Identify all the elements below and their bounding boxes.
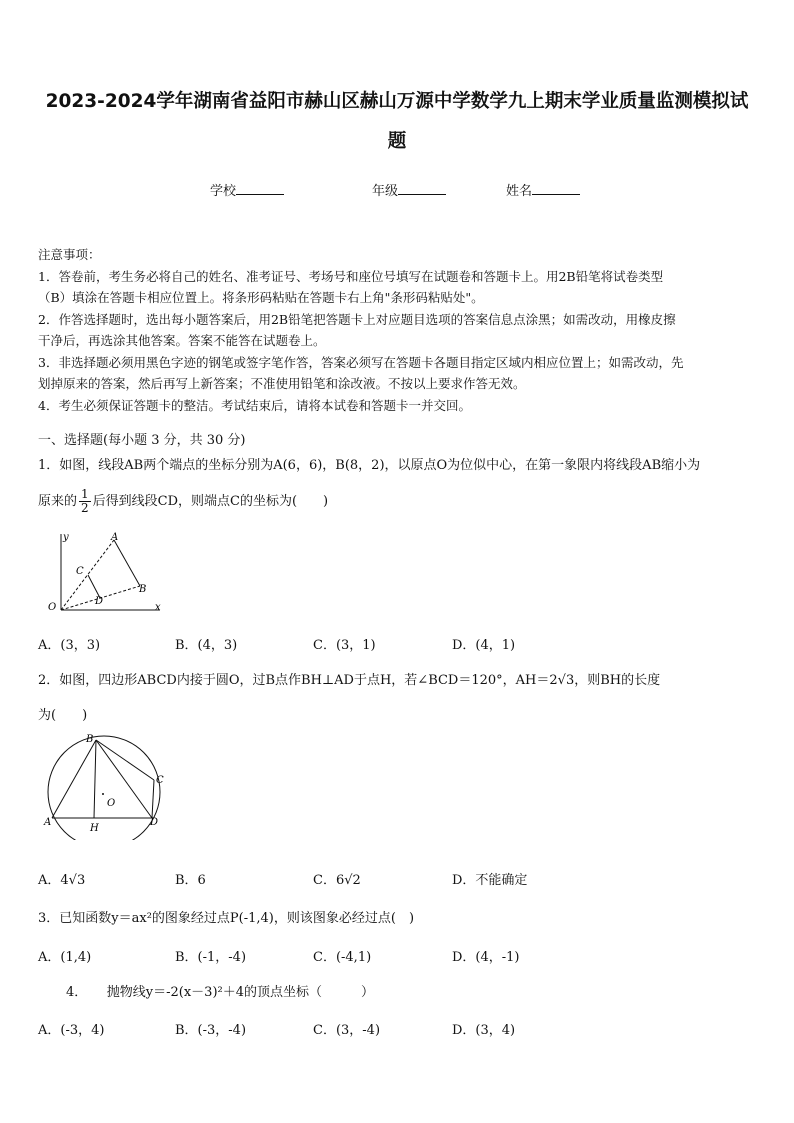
- notice-line: 划掉原来的答案，然后再写上新答案；不准使用铅笔和涂改液。不按以上要求作答无效。: [38, 376, 526, 391]
- segment-BA: [52, 740, 96, 818]
- line-OA: [61, 540, 114, 610]
- label-h: H: [90, 823, 99, 834]
- grade-blank: [398, 182, 446, 195]
- label-d: D: [95, 596, 104, 607]
- fraction-denominator: 2: [81, 501, 89, 515]
- notice-line: （B）填涂在答题卡相应位置上。将条形码粘贴在答题卡右上角"条形码粘贴处"。: [38, 290, 484, 305]
- q1-coordinate-figure: [32, 528, 172, 618]
- title-line-1: 2023-2024学年湖南省益阳市赫山区赫山万源中学数学九上期末学业质量监测模拟试: [45, 91, 749, 112]
- school-field: [210, 180, 284, 199]
- label-b: B: [86, 734, 94, 745]
- label-b: B: [139, 584, 147, 595]
- q1-option-d[interactable]: D．(4，1): [452, 638, 516, 653]
- label-d: D: [150, 817, 159, 828]
- segment-CD: [152, 780, 154, 818]
- title-line-2: 题: [387, 131, 407, 152]
- name-field: [506, 180, 580, 199]
- label-o: O: [107, 798, 116, 809]
- section-heading: 一、选择题(每小题 3 分，共 30 分): [38, 433, 246, 448]
- q3-option-a[interactable]: A．(1,4): [38, 950, 92, 965]
- q4-option-d[interactable]: D．(3，4): [452, 1023, 516, 1038]
- q1-text-pre: 原来的: [38, 494, 78, 509]
- notice-title: 注意事项：: [38, 247, 101, 262]
- q3-option-b[interactable]: B．(-1，-4): [175, 950, 247, 965]
- question-1-line-1: 1．如图，线段AB两个端点的坐标分别为A(6，6)，B(8，2)，以原点O为位似中心，在第一象限内将线段AB缩小为: [38, 458, 701, 473]
- q3-option-d[interactable]: D．(4，-1): [452, 950, 520, 965]
- label-a: A: [111, 532, 119, 543]
- q4-option-c[interactable]: C．(3，-4): [313, 1023, 381, 1038]
- notice-line: 干净后，再选涂其他答案。答案不能答在试题卷上。: [38, 333, 326, 348]
- q2-option-a[interactable]: A．4√3: [38, 873, 86, 888]
- q2-option-c[interactable]: C．6√2: [313, 873, 361, 888]
- segment-BH: [94, 740, 96, 818]
- label-o: O: [48, 602, 57, 613]
- notice-line: 4．考生必须保证答题卡的整洁。考试结束后，请将本试卷和答题卡一并交回。: [38, 397, 471, 413]
- question-3-line-1: 3．已知函数y＝ax²的图象经过点P(-1,4)，则该图象必经过点( ): [38, 911, 415, 926]
- question-1-line-2: [38, 488, 758, 515]
- fraction-half: [79, 488, 91, 515]
- school-blank: [236, 182, 284, 195]
- segment-CD: [88, 575, 100, 598]
- label-c: C: [76, 566, 84, 577]
- q2-circle-figure: [36, 732, 176, 840]
- grade-field: [372, 180, 446, 199]
- notice-line: 3．非选择题必须用黑色字迹的钢笔或签字笔作答，答案必须写在答题卡各题目指定区域内相应位置上；如需改动，先: [38, 354, 684, 370]
- q2-option-d[interactable]: D．不能确定: [452, 873, 528, 888]
- center-dot: [102, 793, 104, 795]
- q1-option-b[interactable]: B．(4，3): [175, 638, 238, 653]
- school-label: 学校: [210, 184, 237, 199]
- question-2-line-1: 2．如图，四边形ABCD内接于圆O，过B点作BH⊥AD于点H，若∠BCD＝120°，AH＝2√3，则BH的长度: [38, 673, 661, 688]
- notice-line: 1．答卷前，考生务必将自己的姓名、准考证号、考场号和座位号填写在试题卷和答题卡上。用2B铅笔将试卷类型: [38, 268, 664, 284]
- q1-text-post: 后得到线段CD，则端点C的坐标为( ): [92, 494, 329, 509]
- label-x: x: [155, 602, 161, 613]
- question-2-line-2: 为( ): [38, 708, 88, 723]
- grade-label: 年级: [372, 184, 399, 199]
- exam-title: [30, 82, 764, 162]
- segment-BC: [96, 740, 154, 780]
- notice-block: [38, 244, 758, 416]
- q3-option-c[interactable]: C．(-4,1): [313, 950, 372, 965]
- question-4-line-1: 4． 抛物线y＝-2(x－3)²＋4的顶点坐标（ ）: [66, 985, 375, 1000]
- name-label: 姓名: [506, 184, 533, 199]
- q4-option-a[interactable]: A．(-3，4): [38, 1023, 105, 1038]
- q1-option-c[interactable]: C．(3，1): [313, 638, 376, 653]
- label-a: A: [44, 817, 52, 828]
- q1-option-a[interactable]: A．(3，3): [38, 638, 101, 653]
- name-blank: [532, 182, 580, 195]
- label-c: C: [156, 775, 164, 786]
- label-y: y: [63, 532, 69, 543]
- q4-option-b[interactable]: B．(-3，-4): [175, 1023, 247, 1038]
- segment-AB: [114, 540, 140, 586]
- q2-option-b[interactable]: B．6: [175, 873, 206, 888]
- fraction-numerator: 1: [81, 487, 89, 501]
- notice-line: 2．作答选择题时，选出每小题答案后，用2B铅笔把答题卡上对应题目选项的答案信息点涂黑；如需改动，用橡皮擦: [38, 311, 676, 327]
